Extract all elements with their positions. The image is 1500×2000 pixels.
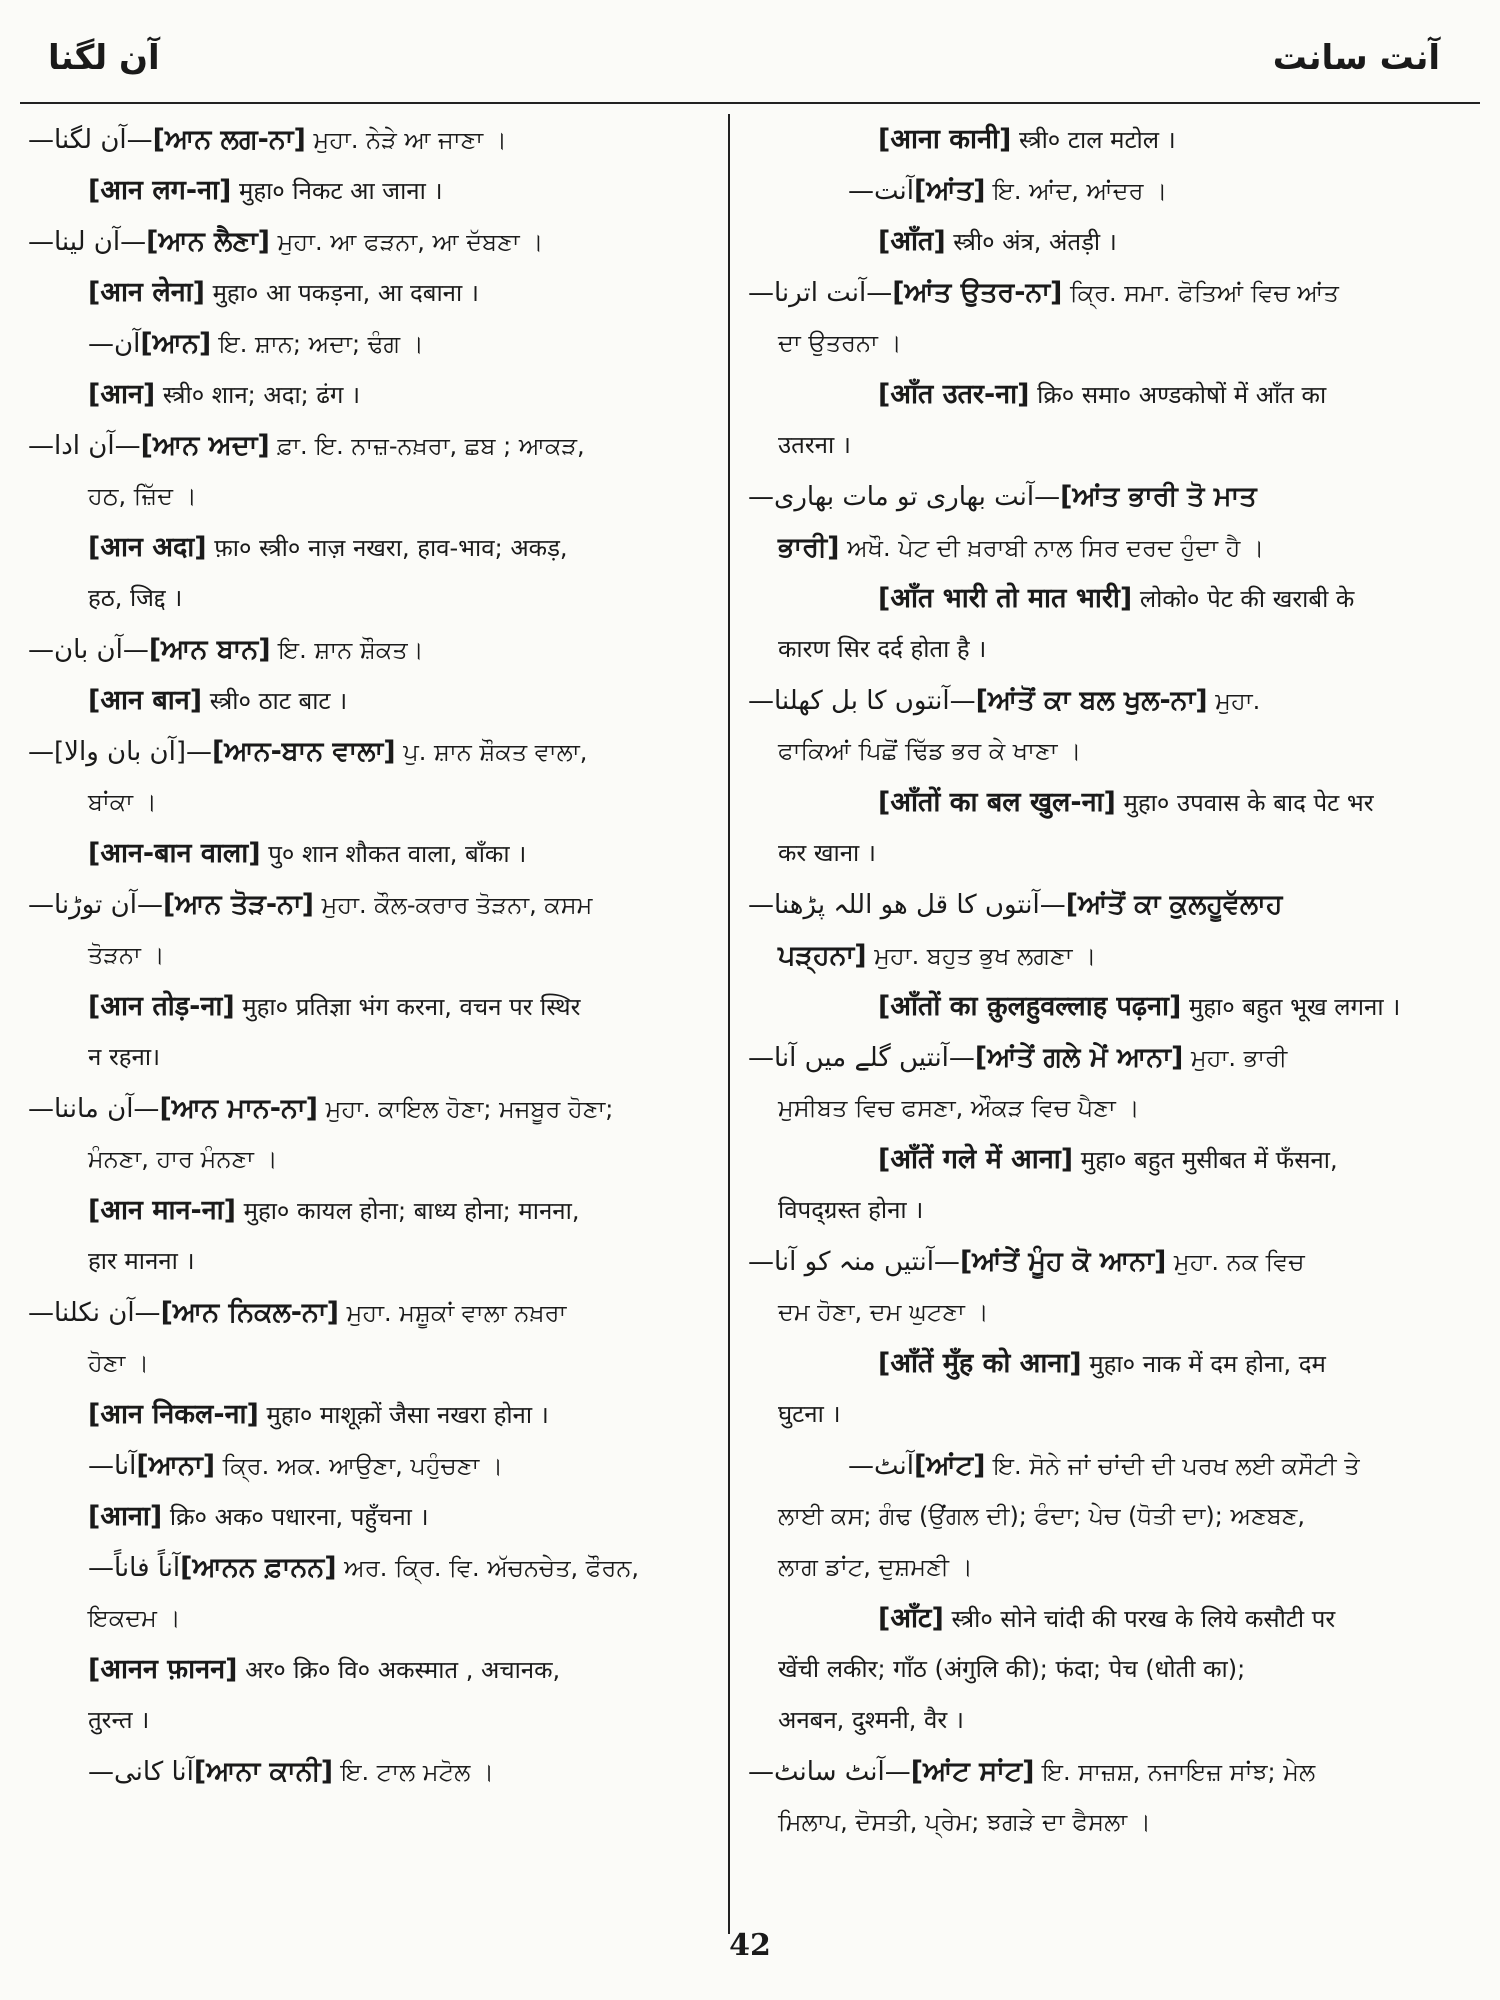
definition-text: मुहा० नाक में दम होना, दम bbox=[1081, 1350, 1326, 1378]
entry-line bbox=[28, 1440, 718, 1491]
entry-line bbox=[748, 1440, 1488, 1491]
bracketed-headword: ਪੜ੍ਹਨਾ] bbox=[778, 940, 867, 971]
entry-line bbox=[748, 1542, 1488, 1593]
entry-line bbox=[748, 1593, 1488, 1644]
entry-line bbox=[748, 522, 1488, 573]
entry-line bbox=[28, 522, 718, 573]
entry-line bbox=[748, 1389, 1488, 1440]
definition-text: ਇ. ਟਾਲ ਮਟੋਲ । bbox=[333, 1758, 495, 1786]
entry-line bbox=[748, 318, 1488, 369]
urdu-headword: —آنت بھاری تو مات بھاری— bbox=[748, 482, 1061, 512]
entry-line bbox=[28, 624, 718, 675]
entry-line bbox=[748, 777, 1488, 828]
definition-text: ਦਮ ਹੋਣਾ, ਦਮ ਘੁਟਣਾ । bbox=[778, 1298, 989, 1326]
entry-line bbox=[28, 828, 718, 879]
urdu-headword: —آنتوں کا بل کھلنا— bbox=[748, 686, 976, 716]
definition-text: मुहा० कायल होना; बाध्य होना; मानना, bbox=[235, 1197, 580, 1225]
definition-text: ਮੰਨਣਾ, ਹਾਰ ਮੰਨਣਾ । bbox=[88, 1145, 278, 1173]
bracketed-headword: [ਆਂਟ] bbox=[914, 1450, 986, 1481]
definition-text: स्त्री० ठाट बाट । bbox=[202, 687, 348, 715]
entry-line bbox=[748, 1746, 1488, 1797]
entry-line bbox=[28, 216, 718, 267]
urdu-headword: —آنتیں گلے میں آنا— bbox=[748, 1043, 975, 1073]
definition-text: हार मानना । bbox=[88, 1247, 195, 1275]
entry-line bbox=[28, 165, 718, 216]
definition-text: मुहा० माशूक़ों जैसा नखरा होना । bbox=[258, 1401, 549, 1429]
definition-text: ਇ. ਸਾਜ਼ਸ਼, ਨਜਾਇਜ਼ ਸਾਂਝ; ਮੇਲ bbox=[1034, 1758, 1316, 1786]
definition-text: विपद्ग्रस्त होना । bbox=[778, 1196, 924, 1224]
entry-line bbox=[748, 267, 1488, 318]
definition-text: ਮੁਹਾ. ਬਹੁਤ ਭੁਖ ਲਗਣਾ । bbox=[866, 942, 1097, 970]
definition-text: ਇ. ਆਂਦ, ਆਂਦਰ । bbox=[985, 177, 1168, 205]
urdu-headword: —آن لینا— bbox=[28, 227, 147, 257]
entry-line bbox=[28, 675, 718, 726]
definition-text: लोको० पेट की खराबी के bbox=[1132, 585, 1355, 613]
definition-text: ਤੋੜਨਾ । bbox=[88, 941, 165, 969]
entry-line bbox=[28, 1389, 718, 1440]
bracketed-headword: [ਆਨ ਬਾਨ] bbox=[148, 634, 271, 665]
definition-text: ਮੁਹਾ. ਆ ਫੜਨਾ, ਆ ਦੱਬਣਾ । bbox=[270, 228, 544, 256]
entry-line bbox=[748, 1338, 1488, 1389]
definition-text: फ़ा० स्त्री० नाज़ नखरा, हाव-भाव; अकड़, bbox=[206, 534, 568, 562]
bracketed-headword: [ਆਂਤ ਭਾਰੀ ਤੋ ਮਾਤ bbox=[1060, 481, 1257, 512]
bracketed-headword: [ਆਨ ਨਿਕਲ-ਨਾ] bbox=[160, 1297, 339, 1328]
entry-line bbox=[748, 1236, 1488, 1287]
urdu-headword: —آنتیں منہ کو آنا— bbox=[748, 1247, 960, 1277]
definition-text: उतरना । bbox=[778, 431, 851, 459]
definition-text: स्त्री० अंत्र, अंतड़ी । bbox=[945, 228, 1117, 256]
entry-line bbox=[28, 318, 718, 369]
right-column bbox=[748, 114, 1488, 1848]
bracketed-headword: [आना कानी] bbox=[878, 124, 1012, 155]
definition-text: ਫਾਕਿਆਂ ਪਿਛੋਂ ਢਿੱਡ ਭਰ ਕੇ ਖਾਣਾ । bbox=[778, 737, 1082, 765]
entry-line bbox=[28, 726, 718, 777]
definition-text: घुटना । bbox=[778, 1400, 841, 1428]
definition-text: कारण सिर दर्द होता है । bbox=[778, 635, 987, 663]
entry-line bbox=[748, 216, 1488, 267]
definition-text: मुहा० बहुत मुसीबत में फँसना, bbox=[1073, 1146, 1338, 1174]
definition-text: ਮੁਹਾ. ਮਸ਼ੂਕਾਂ ਵਾਲਾ ਨਖ਼ਰਾ bbox=[338, 1299, 567, 1327]
bracketed-headword: [ਆਨ ਅਦਾ] bbox=[140, 430, 270, 461]
urdu-headword: آنٹ— bbox=[848, 1451, 914, 1481]
entry-line bbox=[748, 930, 1488, 981]
definition-text: मुहा० उपवास के बाद पेट भर bbox=[1115, 789, 1374, 817]
bracketed-headword: [आँत उतर-ना] bbox=[878, 379, 1030, 410]
definition-text: ਕ੍ਰਿ. ਸਮਾ. ਫੋਤਿਆਂ ਵਿਚ ਆਂਤ bbox=[1062, 279, 1339, 307]
bracketed-headword: [आन] bbox=[88, 379, 156, 410]
definition-text: ਲਾਗ ਡਾਂਟ, ਦੁਸ਼ਮਣੀ । bbox=[778, 1553, 973, 1581]
definition-text: ਦਾ ਉਤਰਨਾ । bbox=[778, 329, 902, 357]
bracketed-headword: [ਆਂਤ ਉਤਰ-ਨਾ] bbox=[892, 277, 1063, 308]
bracketed-headword: [ਆਨ ਮਾਨ-ਨਾ] bbox=[159, 1093, 318, 1124]
definition-text: तुरन्त । bbox=[88, 1706, 150, 1734]
definition-text: ਮੁਹਾ. ਕਾਇਲ ਹੋਣਾ; ਮਜਬੂਰ ਹੋਣਾ; bbox=[317, 1095, 614, 1123]
bracketed-headword: [आँट] bbox=[878, 1603, 944, 1634]
entry-line bbox=[28, 981, 718, 1032]
bracketed-headword: [ਆਂਤੋਂ ਕਾ ਬਲ ਖੁਲ-ਨਾ] bbox=[975, 685, 1208, 716]
entry-line bbox=[28, 930, 718, 981]
bracketed-headword: [आँतें मुँह को आना] bbox=[878, 1348, 1082, 1379]
entry-line bbox=[748, 981, 1488, 1032]
bracketed-headword: [ਆਨ ਲਗ-ਨਾ] bbox=[152, 124, 306, 155]
entry-line bbox=[28, 1338, 718, 1389]
definition-text: ਮੁਹਾ. ਕੌਲ-ਕਰਾਰ ਤੋੜਨਾ, ਕਸਮ bbox=[314, 891, 593, 919]
bracketed-headword: [आन तोड़-ना] bbox=[88, 991, 235, 1022]
entry-line bbox=[28, 777, 718, 828]
definition-text: पु० शान शौकत वाला, बाँका । bbox=[260, 840, 527, 868]
bracketed-headword: [ਆਂਤ] bbox=[914, 175, 986, 206]
entry-line bbox=[748, 828, 1488, 879]
definition-text: ਅਖੌ. ਪੇਟ ਦੀ ਖ਼ਰਾਬੀ ਨਾਲ ਸਿਰ ਦਰਦ ਹੁੰਦਾ ਹੈ । bbox=[839, 534, 1265, 562]
entry-line bbox=[748, 420, 1488, 471]
definition-text: ਮੁਹਾ. ਨਕ ਵਿਚ bbox=[1166, 1248, 1305, 1276]
bracketed-headword: [ਆਨ] bbox=[140, 328, 212, 359]
bracketed-headword: [ਆਂਟ ਸਾਂਟ] bbox=[910, 1756, 1035, 1787]
definition-text: ਹੋਣਾ । bbox=[88, 1349, 150, 1377]
definition-text: ਮੁਹਾ. bbox=[1207, 687, 1261, 715]
urdu-headword: —آن ماننا— bbox=[28, 1094, 160, 1124]
entry-line bbox=[28, 471, 718, 522]
entry-line bbox=[28, 1287, 718, 1338]
bracketed-headword: [ਆਨਾ] bbox=[136, 1450, 216, 1481]
definition-text: ਇਕਦਮ । bbox=[88, 1604, 181, 1632]
page-number: 42 bbox=[729, 1928, 771, 1963]
urdu-headword: آن— bbox=[88, 329, 141, 359]
definition-text: ਪੁ. ਸ਼ਾਨ ਸ਼ੌਕਤ ਵਾਲਾ, bbox=[395, 738, 588, 766]
urdu-headword: —آن توڑنا— bbox=[28, 890, 163, 920]
definition-text: अनबन, दुश्मनी, वैर । bbox=[778, 1706, 964, 1734]
urdu-headword: —آن بان— bbox=[28, 635, 149, 665]
bracketed-headword: ਭਾਰੀ] bbox=[778, 532, 840, 563]
entry-line bbox=[748, 573, 1488, 624]
urdu-headword: آنا— bbox=[88, 1451, 137, 1481]
urdu-headword: آناً فاناً— bbox=[88, 1553, 181, 1583]
entry-line bbox=[28, 1083, 718, 1134]
entry-line bbox=[28, 1491, 718, 1542]
definition-text: ਕ੍ਰਿ. ਅਕ. ਆਉਣਾ, ਪਹੁੰਚਣਾ । bbox=[215, 1452, 504, 1480]
urdu-headword: —آن ادا— bbox=[28, 431, 141, 461]
bracketed-headword: [ਆਨਾ ਕਾਨੀ] bbox=[193, 1756, 334, 1787]
bracketed-headword: [ਆਨ ਲੈਣਾ] bbox=[146, 226, 271, 257]
definition-text: मुहा० बहुत भूख लगना । bbox=[1181, 993, 1401, 1021]
entry-line bbox=[28, 1542, 718, 1593]
entry-line bbox=[28, 1032, 718, 1083]
bracketed-headword: [आन लेना] bbox=[88, 277, 205, 308]
header-rule bbox=[20, 102, 1480, 104]
entry-line bbox=[28, 879, 718, 930]
bracketed-headword: [आन बान] bbox=[88, 685, 203, 716]
bracketed-headword: [आँतों का बल खुल-ना] bbox=[878, 787, 1116, 818]
entry-line bbox=[748, 1083, 1488, 1134]
definition-text: ਹਠ, ਜ਼ਿੱਦ । bbox=[88, 482, 197, 510]
definition-text: स्त्री० टाल मटोल । bbox=[1011, 126, 1176, 154]
definition-text: ਮੁਸੀਬਤ ਵਿਚ ਫਸਣਾ, ਔਕੜ ਵਿਚ ਪੈਣਾ । bbox=[778, 1094, 1140, 1122]
bracketed-headword: [आना] bbox=[88, 1501, 163, 1532]
definition-text: मुहा० आ पकड़ना, आ दबाना । bbox=[204, 279, 479, 307]
entry-line bbox=[748, 726, 1488, 777]
bracketed-headword: [ਆਨਨ ਫ਼ਾਨਨ] bbox=[180, 1552, 337, 1583]
bracketed-headword: [आँतों का क़ुलहुवल्लाह पढ़ना] bbox=[878, 991, 1182, 1022]
entry-line bbox=[748, 1644, 1488, 1695]
entry-line bbox=[748, 1032, 1488, 1083]
definition-text: ਬਾਂਕਾ । bbox=[88, 788, 157, 816]
urdu-headword: آنت— bbox=[848, 176, 914, 206]
urdu-headword: —آن لگنا— bbox=[28, 125, 153, 155]
definition-text: ਫ਼ਾ. ਇ. ਨਾਜ਼-ਨਖ਼ਰਾ, ਛਬ ; ਆਕੜ, bbox=[269, 432, 585, 460]
definition-text: मुहा० प्रतिज्ञा भंग करना, वचन पर स्थिर bbox=[234, 993, 581, 1021]
urdu-headword: —آنٹ سانٹ— bbox=[748, 1757, 911, 1787]
entry-line bbox=[748, 1287, 1488, 1338]
entry-line bbox=[28, 1695, 718, 1746]
entry-line bbox=[748, 114, 1488, 165]
urdu-headword: —آنتوں کا قل ھو اللہ پڑھنا— bbox=[748, 890, 1066, 920]
bracketed-headword: [ਆਨ ਤੋੜ-ਨਾ] bbox=[162, 889, 315, 920]
entry-line bbox=[748, 675, 1488, 726]
entry-line bbox=[28, 369, 718, 420]
entry-line bbox=[748, 1185, 1488, 1236]
header-right-catchword: آنت سانت bbox=[1272, 38, 1440, 78]
urdu-headword: —آن نکلنا— bbox=[28, 1298, 161, 1328]
entry-line bbox=[748, 1695, 1488, 1746]
definition-text: ਲਾਈ ਕਸ; ਗੰਢ (ਉਂਗਲ ਦੀ); ਫੰਦਾ; ਪੇਚ (ਧੋਤੀ ਦਾ); ਅਣਬਣ, bbox=[778, 1502, 1305, 1530]
entry-line bbox=[748, 1134, 1488, 1185]
definition-text: ਇ. ਸੋਨੇ ਜਾਂ ਚਾਂਦੀ ਦੀ ਪਰਖ ਲਈ ਕਸੌਟੀ ਤੇ bbox=[985, 1452, 1360, 1480]
left-column bbox=[28, 114, 718, 1797]
bracketed-headword: [ਆਂਤੇਂ ਗਲੇ ਮੇਂ ਆਨਾ] bbox=[974, 1042, 1184, 1073]
definition-text: मुहा० निकट आ जाना । bbox=[231, 177, 443, 205]
entry-line bbox=[28, 420, 718, 471]
urdu-headword: —[آن بان والا]— bbox=[28, 737, 212, 767]
definition-text: ਇ. ਸ਼ਾਨ; ਅਦਾ; ਢੰਗ । bbox=[211, 330, 424, 358]
entry-line bbox=[28, 1185, 718, 1236]
entry-line bbox=[748, 165, 1488, 216]
bracketed-headword: [आन मान-ना] bbox=[88, 1195, 236, 1226]
definition-text: न रहना। bbox=[88, 1043, 161, 1071]
definition-text: अर० क्रि० वि० अकस्मात , अचानक, bbox=[237, 1656, 561, 1684]
entry-line bbox=[28, 1746, 718, 1797]
bracketed-headword: [आँत भारी तो मात भारी] bbox=[878, 583, 1133, 614]
definition-text: स्त्री० शान; अदा; ढंग । bbox=[155, 381, 361, 409]
definition-text: क्रि० अक० पधारना, पहुँचना । bbox=[162, 1503, 429, 1531]
entry-line bbox=[748, 1491, 1488, 1542]
entry-line bbox=[28, 267, 718, 318]
bracketed-headword: [आँतें गले में आना] bbox=[878, 1144, 1074, 1175]
bracketed-headword: [आन अदा] bbox=[88, 532, 207, 563]
entry-line bbox=[748, 624, 1488, 675]
entry-line bbox=[28, 1644, 718, 1695]
definition-text: स्त्री० सोने चांदी की परख के लिये कसौटी पर bbox=[943, 1605, 1336, 1633]
entry-line bbox=[28, 1134, 718, 1185]
entry-line bbox=[28, 573, 718, 624]
entry-line bbox=[748, 1797, 1488, 1848]
entry-line bbox=[28, 1593, 718, 1644]
bracketed-headword: [आनन फ़ानन] bbox=[88, 1654, 238, 1685]
urdu-headword: —آنت اترنا— bbox=[748, 278, 893, 308]
bracketed-headword: [ਆਂਤੋਂ ਕਾ ਕੁਲਹੂਵੱਲਾਹ bbox=[1065, 889, 1283, 920]
bracketed-headword: [आँत] bbox=[878, 226, 946, 257]
bracketed-headword: [ਆਨ-ਬਾਨ ਵਾਲਾ] bbox=[212, 736, 396, 767]
definition-text: ਮਿਲਾਪ, ਦੋਸਤੀ, ਪ੍ਰੇਮ; ਝਗੜੇ ਦਾ ਫੈਸਲਾ । bbox=[778, 1808, 1151, 1836]
definition-text: खेंची लकीर; गाँठ (अंगुलि की); फंदा; पेच (धोती का); bbox=[778, 1655, 1246, 1683]
bracketed-headword: [ਆਂਤੇਂ ਮੂੰਹ ਕੋ ਆਨਾ] bbox=[959, 1246, 1167, 1277]
entry-line bbox=[748, 369, 1488, 420]
urdu-headword: آنا کانی— bbox=[88, 1757, 194, 1787]
entry-line bbox=[748, 879, 1488, 930]
header-left-catchword: آن لگنا bbox=[48, 38, 160, 78]
entry-line bbox=[28, 1236, 718, 1287]
definition-text: कर खाना । bbox=[778, 839, 876, 867]
definition-text: ਮੁਹਾ. ਨੇੜੇ ਆ ਜਾਣਾ । bbox=[305, 126, 507, 154]
bracketed-headword: [आन-बान वाला] bbox=[88, 838, 261, 869]
entry-line bbox=[748, 471, 1488, 522]
definition-text: हठ, जिद्द । bbox=[88, 584, 183, 612]
definition-text: ਮੁਹਾ. ਭਾਰੀ bbox=[1183, 1044, 1288, 1072]
column-divider bbox=[728, 114, 730, 1934]
definition-text: ਅਰ. ਕ੍ਰਿ. ਵਿ. ਅੱਚਨਚੇਤ, ਫੌਰਨ, bbox=[336, 1554, 639, 1582]
definition-text: क्रि० समा० अण्डकोषों में आँत का bbox=[1029, 381, 1327, 409]
bracketed-headword: [आन निकल-ना] bbox=[88, 1399, 259, 1430]
definition-text: ਇ. ਸ਼ਾਨ ਸ਼ੌਕਤ। bbox=[270, 636, 424, 664]
entry-line bbox=[28, 114, 718, 165]
bracketed-headword: [आन लग-ना] bbox=[88, 175, 232, 206]
